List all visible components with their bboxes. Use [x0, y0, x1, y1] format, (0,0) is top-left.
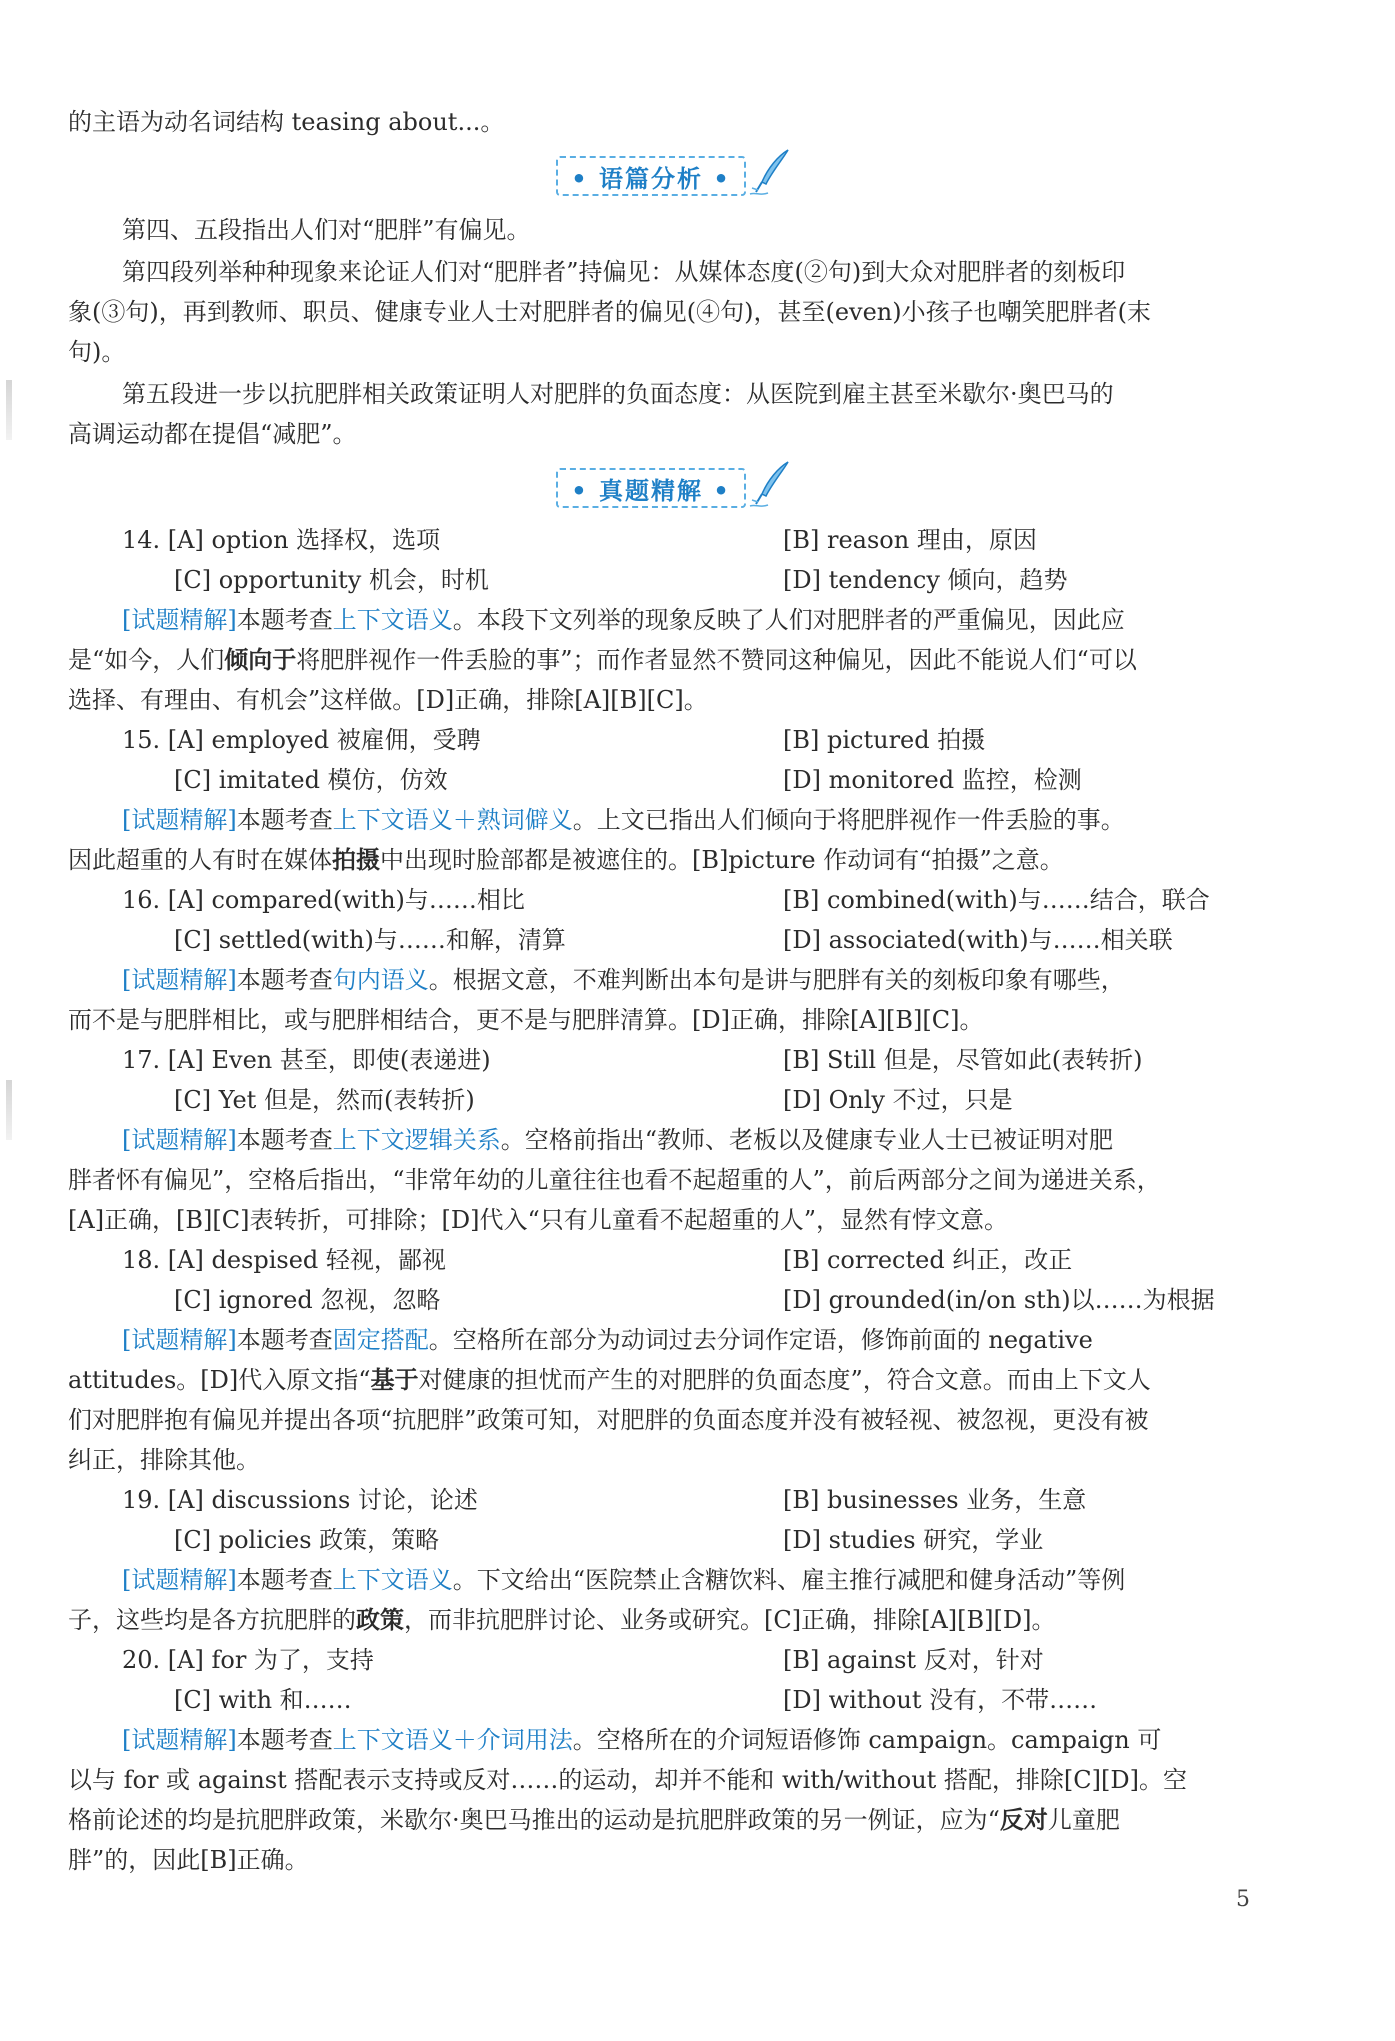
explanation-line: 胖者怀有偏见”，空格后指出，“非常年幼的儿童往往也看不起超重的人”，前后两部分之间为递进关系，	[68, 1166, 1161, 1194]
option-d: [D] Only 不过，只是	[783, 1086, 1013, 1114]
explanation-line: [A]正确，[B][C]表转折，可排除；[D]代入“只有儿童看不起超重的人”，显然有悖文意。	[68, 1206, 1009, 1234]
topic-highlight: 句内语义	[332, 966, 429, 994]
option-b: [B] corrected 纠正，改正	[783, 1246, 1073, 1274]
option-a: 20. [A] for 为了，支持	[122, 1646, 374, 1674]
option-a: 19. [A] discussions 讨论，论述	[122, 1486, 478, 1514]
option-c: [C] opportunity 机会，时机	[174, 566, 489, 594]
topic-highlight: 上下文语义	[332, 1566, 453, 1594]
option-b: [B] against 反对，针对	[783, 1646, 1044, 1674]
keyword-bold: 政策	[356, 1605, 404, 1634]
keyword-bold: 基于	[370, 1365, 419, 1394]
analysis-paragraph: 第四、五段指出人们对“肥胖”有偏见。	[122, 216, 531, 244]
explanation-line: [试题精解]本题考查上下文语义＋熟词僻义。上文已指出人们倾向于将肥胖视作一件丢脸的事。	[122, 806, 1125, 834]
option-c: [C] ignored 忽视，忽略	[174, 1286, 441, 1314]
explanation-tag: [试题精解]	[122, 1126, 237, 1154]
scan-edge-mark	[6, 1080, 12, 1140]
explanation-line: 纠正，排除其他。	[68, 1446, 260, 1474]
analysis-paragraph: 高调运动都在提倡“减肥”。	[68, 420, 357, 448]
option-c: [C] settled(with)与……和解，清算	[174, 926, 566, 954]
explanation-tag: [试题精解]	[122, 1726, 237, 1754]
option-c: [C] with 和……	[174, 1686, 352, 1714]
analysis-paragraph: 第四段列举种种现象来论证人们对“肥胖者”持偏见：从媒体态度(②句)到大众对肥胖者的刻板印	[122, 258, 1126, 286]
option-c: [C] policies 政策，策略	[174, 1526, 440, 1554]
explanation-line: 是“如今，人们倾向于将肥胖视作一件丢脸的事”；而作者显然不赞同这种偏见，因此不能说人们“可以	[68, 645, 1137, 674]
topic-highlight: 固定搭配	[332, 1326, 429, 1354]
option-b: [B] reason 理由，原因	[783, 526, 1037, 554]
quill-pen-icon	[748, 148, 792, 198]
option-d: [D] studies 研究，学业	[783, 1526, 1044, 1554]
keyword-bold: 倾向于	[224, 645, 297, 674]
option-d: [D] monitored 监控，检测	[783, 766, 1082, 794]
section-header-text-analysis: • 语篇分析 •	[556, 156, 746, 196]
option-a: 15. [A] employed 被雇佣，受聘	[122, 726, 481, 754]
intro-line: 的主语为动名词结构 teasing about...。	[68, 108, 505, 136]
explanation-line: [试题精解]本题考查上下文语义。本段下文列举的现象反映了人们对肥胖者的严重偏见，因此应	[122, 606, 1125, 634]
page-number: 5	[1236, 1887, 1250, 1912]
option-c: [C] imitated 模仿，仿效	[174, 766, 448, 794]
analysis-paragraph: 象(③句)，再到教师、职员、健康专业人士对肥胖者的偏见(④句)，甚至(even)小孩子也嘲笑肥胖者(末	[68, 298, 1151, 326]
explanation-line: 子，这些均是各方抗肥胖的政策，而非抗肥胖讨论、业务或研究。[C]正确，排除[A][B][D]。	[68, 1605, 1056, 1634]
option-a: 17. [A] Even 甚至，即使(表递进)	[122, 1046, 491, 1074]
explanation-line: [试题精解]本题考查固定搭配。空格所在部分为动词过去分词作定语，修饰前面的 negative	[122, 1326, 1093, 1354]
option-b: [B] businesses 业务，生意	[783, 1486, 1087, 1514]
option-b: [B] pictured 拍摄	[783, 726, 986, 754]
analysis-paragraph: 句)。	[68, 338, 126, 366]
explanation-line: 格前论述的均是抗肥胖政策，米歇尔·奥巴马推出的运动是抗肥胖政策的另一例证，应为“反对儿童肥	[68, 1805, 1120, 1834]
keyword-bold: 拍摄	[332, 845, 380, 874]
explanation-line: [试题精解]本题考查上下文语义＋介词用法。空格所在的介词短语修饰 campaign。campaign 可	[122, 1726, 1162, 1754]
explanation-tag: [试题精解]	[122, 806, 237, 834]
explanation-line: 选择、有理由、有机会”这样做。[D]正确，排除[A][B][C]。	[68, 686, 708, 714]
topic-highlight: 上下文语义	[332, 606, 453, 634]
option-b: [B] Still 但是，尽管如此(表转折)	[783, 1046, 1143, 1074]
option-a: 16. [A] compared(with)与……相比	[122, 886, 525, 914]
section-header-answer-explanation: • 真题精解 •	[556, 468, 746, 508]
explanation-line: [试题精解]本题考查上下文逻辑关系。空格前指出“教师、老板以及健康专业人士已被证明对肥	[122, 1126, 1114, 1154]
option-a: 18. [A] despised 轻视，鄙视	[122, 1246, 446, 1274]
option-b: [B] combined(with)与……结合，联合	[783, 886, 1210, 914]
option-d: [D] grounded(in/on sth)以……为根据	[783, 1286, 1215, 1314]
explanation-line: [试题精解]本题考查上下文语义。下文给出“医院禁止含糖饮料、雇主推行减肥和健身活动”等例	[122, 1566, 1126, 1594]
explanation-line: [试题精解]本题考查句内语义。根据文意，不难判断出本句是讲与肥胖有关的刻板印象有哪些，	[122, 966, 1125, 994]
explanation-tag: [试题精解]	[122, 606, 237, 634]
explanation-line: 们对肥胖抱有偏见并提出各项“抗肥胖”政策可知，对肥胖的负面态度并没有被轻视、被忽视，更没有被	[68, 1406, 1149, 1434]
topic-highlight: 上下文逻辑关系	[332, 1126, 501, 1154]
explanation-tag: [试题精解]	[122, 1566, 237, 1594]
option-d: [D] without 没有，不带……	[783, 1686, 1098, 1714]
explanation-tag: [试题精解]	[122, 966, 237, 994]
explanation-tag: [试题精解]	[122, 1326, 237, 1354]
option-d: [D] tendency 倾向，趋势	[783, 566, 1068, 594]
scan-edge-mark	[6, 380, 12, 440]
option-a: 14. [A] option 选择权，选项	[122, 526, 441, 554]
analysis-paragraph: 第五段进一步以抗肥胖相关政策证明人对肥胖的负面态度：从医院到雇主甚至米歇尔·奥巴马的	[122, 380, 1114, 408]
quill-pen-icon	[748, 460, 792, 510]
topic-highlight: 上下文语义＋熟词僻义	[332, 806, 573, 834]
explanation-line: 以与 for 或 against 搭配表示支持或反对……的运动，却并不能和 with/without 搭配，排除[C][D]。空	[68, 1766, 1187, 1794]
topic-highlight: 上下文语义＋介词用法	[332, 1726, 573, 1754]
explanation-line: 而不是与肥胖相比，或与肥胖相结合，更不是与肥胖清算。[D]正确，排除[A][B][C]。	[68, 1006, 984, 1034]
option-d: [D] associated(with)与……相关联	[783, 926, 1173, 954]
explanation-line: 胖”的，因此[B]正确。	[68, 1846, 309, 1874]
option-c: [C] Yet 但是，然而(表转折)	[174, 1086, 475, 1114]
explanation-line: attitudes。[D]代入原文指“基于对健康的担忧而产生的对肥胖的负面态度”，符合文意。而由上下文人	[68, 1365, 1151, 1394]
explanation-line: 因此超重的人有时在媒体拍摄中出现时脸部都是被遮住的。[B]picture 作动词有“拍摄”之意。	[68, 845, 1064, 874]
keyword-bold: 反对	[999, 1805, 1048, 1834]
